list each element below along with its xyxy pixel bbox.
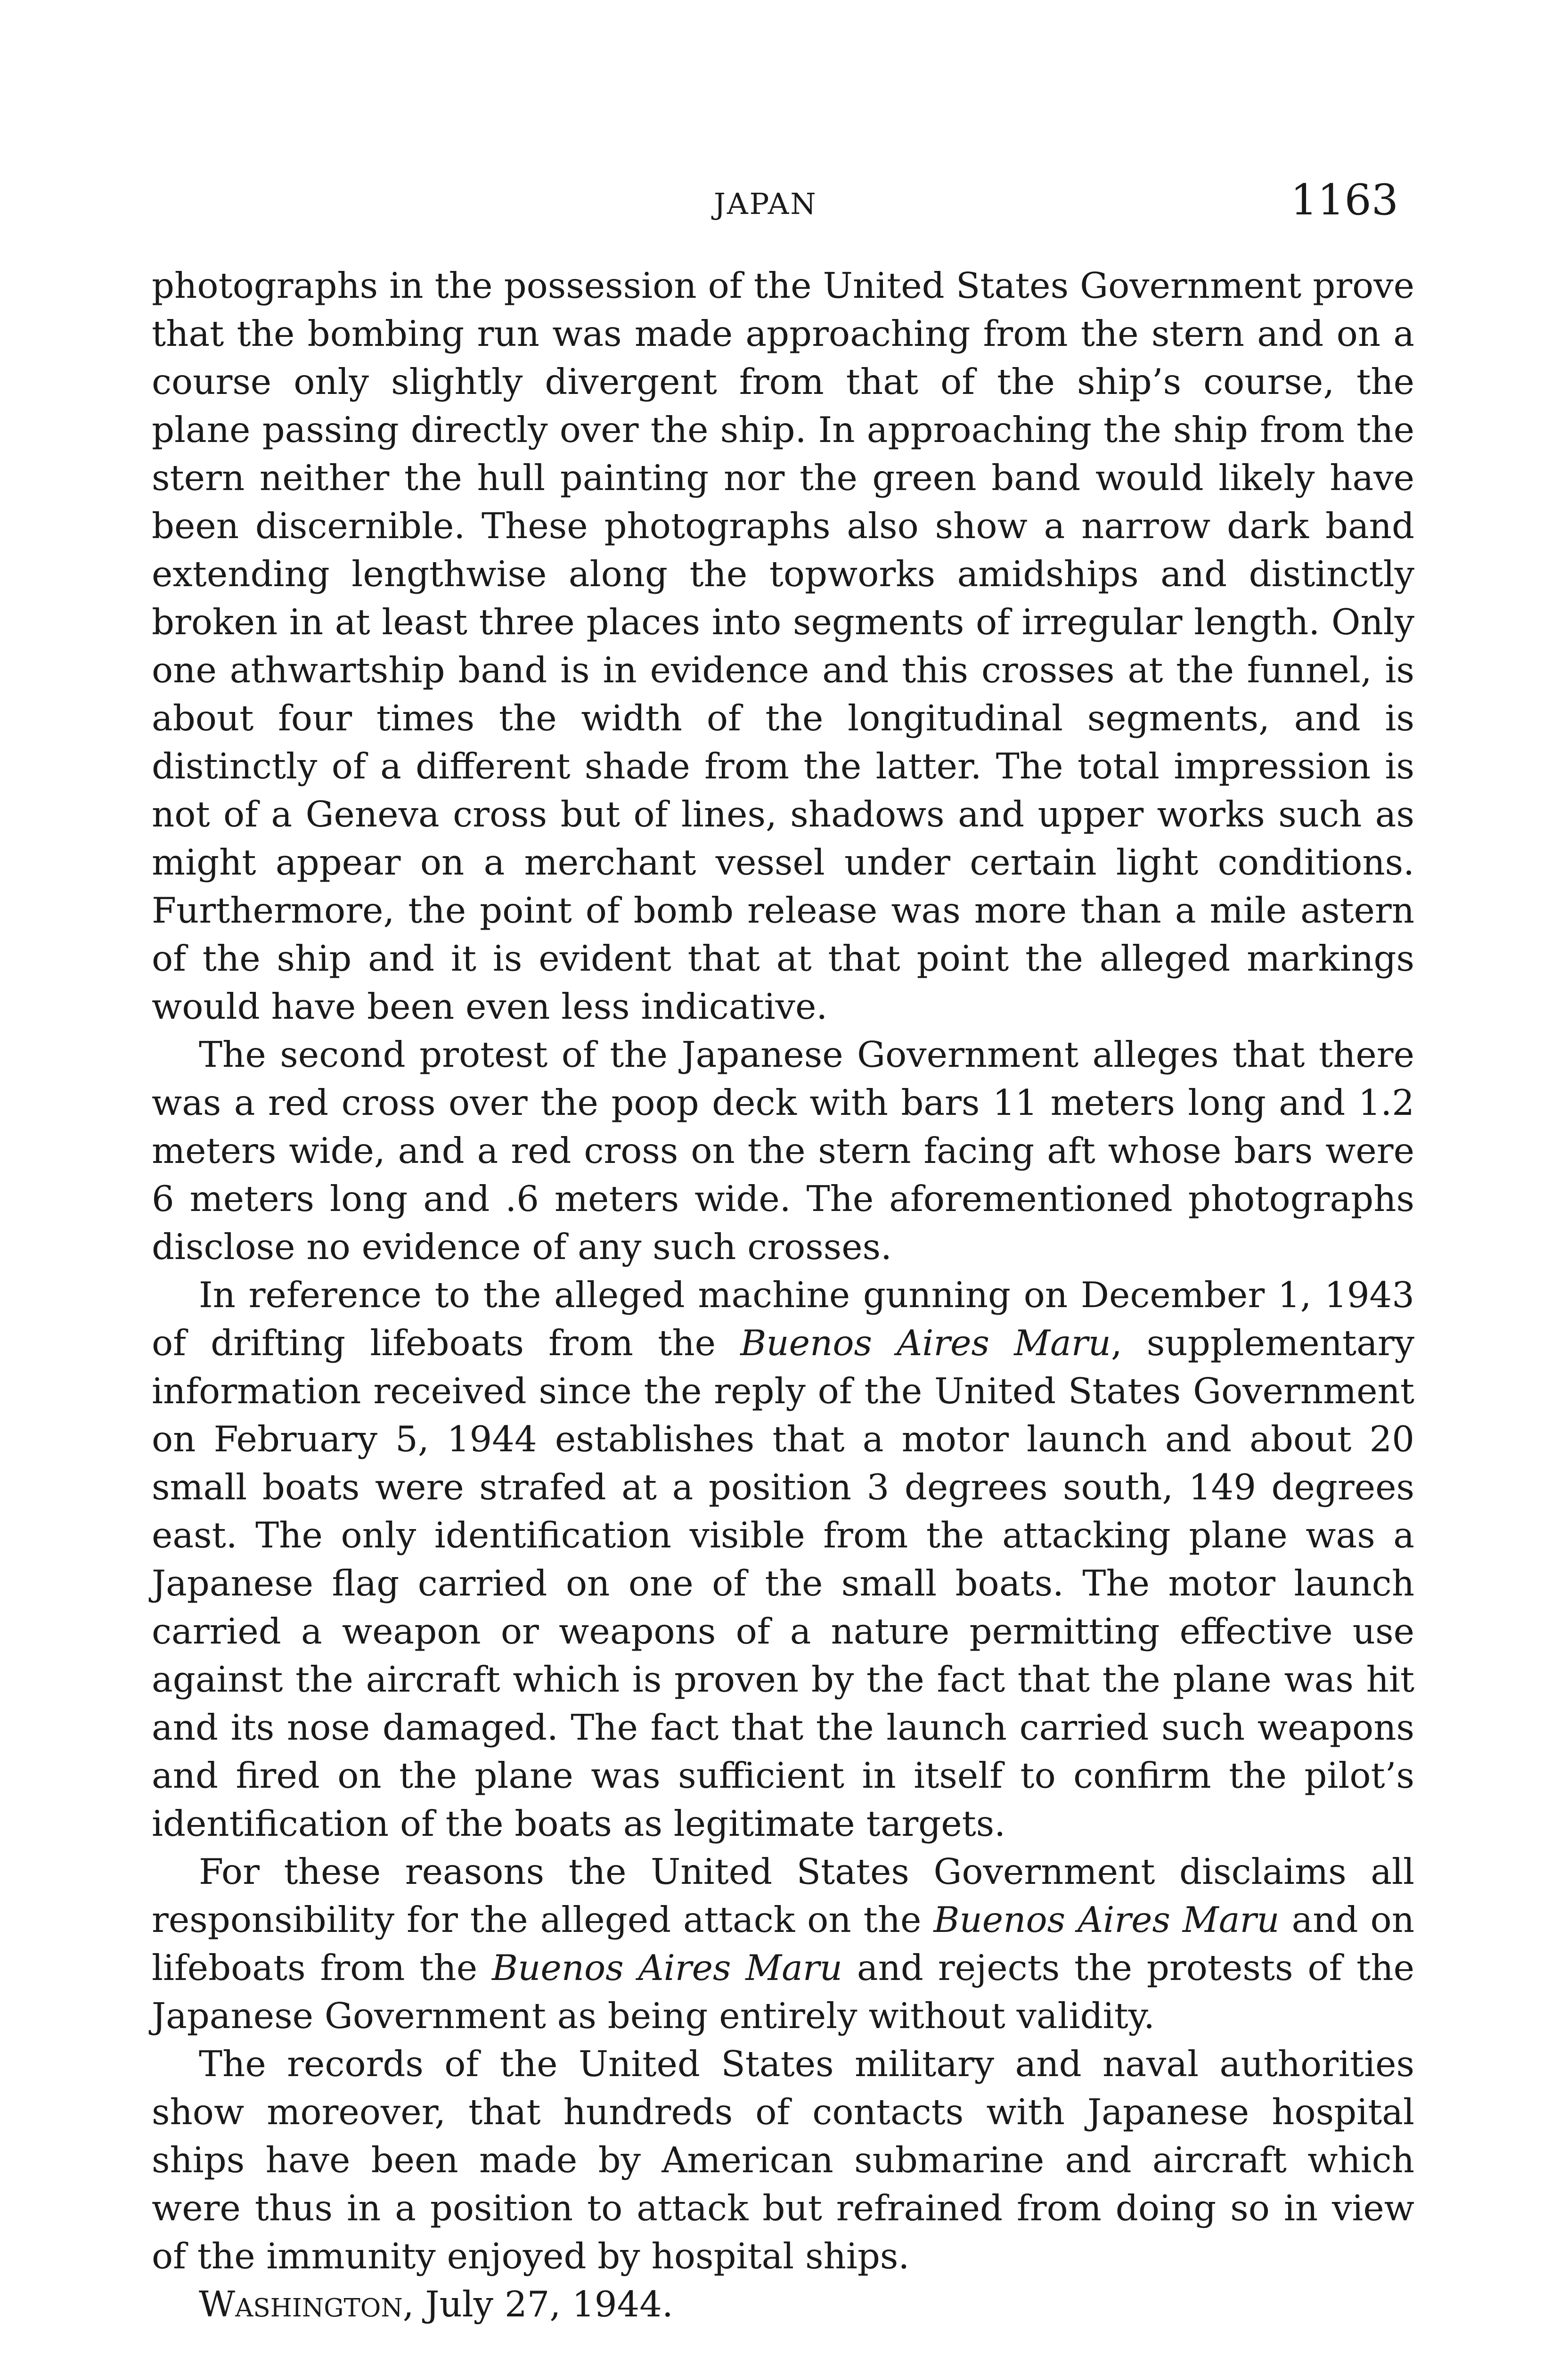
paragraph-machine-gunning [152,1271,1414,1848]
dateline-date: , July 27, 1944. [402,2283,673,2325]
paragraph-text: , supplementary information received since the reply of the United States Government on February 5, 1944 establishes that a motor launch and about 20 small boats were strafed at a position 3 degrees south, 149 degrees east. The only identification visible from the attacking plane was a Japanese flag carried on one of the small boats. The motor launch carried a weapon or weapons of a nature permitting effective use against the aircraft which is proven by the fact that the plane was hit and its nose damaged. The fact that the launch carried such weapons and fired on the plane was sufficient in itself to confirm the pilot’s identification of the boats as legitimate targets. [152,1322,1415,1844]
paragraph-text: In reference to the alleged machine gunning on December 1, 1943 of drifting lifeboats from the [152,1274,1414,1364]
paragraph-text: and on lifeboats from the [152,1899,1415,1988]
paragraph-text: and rejects the protests of the Japanese Government as being entirely without validity. [152,1947,1414,2037]
paragraph-text: For these reasons the United States Government disclaims all responsibility for the alleged attack on the [152,1851,1414,1940]
body-text [152,262,1414,2328]
running-title: JAPAN [714,187,817,221]
page-number: 1163 [1290,175,1398,225]
ship-name: Buenos Aires Maru [740,1322,1111,1364]
dateline [152,2280,1414,2328]
dateline-place: Washington [199,2283,403,2325]
ship-name: Buenos Aires Maru [491,1947,842,1988]
paragraph-disclaimer [152,1848,1414,2040]
paragraph-continued: photographs in the possession of the United States Government prove that the bombing run was made approaching from the stern and on a course only slightly divergent from that of the ship’s course, the plane passing directly over the ship. In approaching the ship from the stern neither the hull painting nor the green band would likely have been discernible. These photographs also show a narrow dark band extending lengthwise along the topworks amidships and distinctly broken in at least three places into segments of irregular length. Only one athwartship band is in evidence and this crosses at the funnel, is about four times the width of the longitudinal segments, and is distinctly of a different shade from the latter. The total impression is not of a Geneva cross but of lines, shadows and upper works such as might appear on a merchant vessel under certain light conditions. Furthermore, the point of bomb release was more than a mile astern of the ship and it is evident that at that point the alleged markings would have been even less indicative. [152,265,1414,1027]
paragraph-second-protest: The second protest of the Japanese Government alleges that there was a red cross over the poop deck with bars 11 meters long and 1.2 meters wide, and a red cross on the stern facing aft whose bars were 6 meters long and .6 meters wide. The aforementioned photographs disclose no evidence of any such crosses. [152,1034,1414,1268]
ship-name: Buenos Aires Maru [933,1899,1280,1940]
paragraph-records: The records of the United States military and naval authorities show moreover, that hundreds of contacts with Japanese hospital ships have been made by American submarine and aircraft which were thus in a position to attack but refrained from doing so in view of the immunity enjoyed by hospital ships. [152,2043,1414,2277]
running-header [0,175,1568,226]
